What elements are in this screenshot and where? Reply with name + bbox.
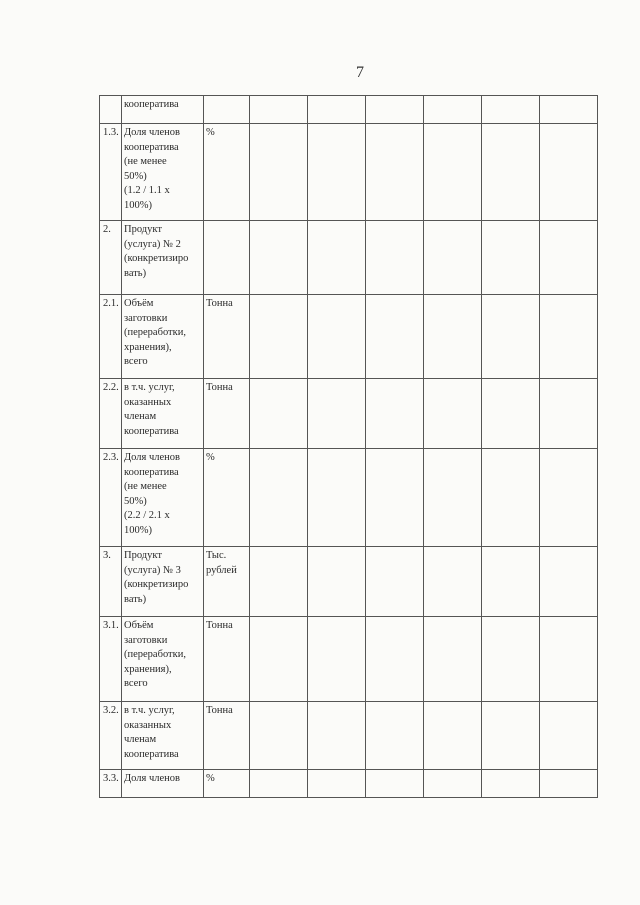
value-cell [482,617,540,702]
value-cell [482,702,540,770]
row-number-cell: 2.1. [100,295,122,379]
value-cell [250,770,308,798]
value-cell [482,547,540,617]
table-row [100,96,598,124]
indicator-name-cell: Продукт (услуга) № 2 (конкретизиро вать) [122,221,204,295]
value-cell [250,295,308,379]
unit-cell: Тыс. рублей [204,547,250,617]
value-cell [482,379,540,449]
indicator-name-cell: кооператива [122,96,204,124]
table-row [100,124,598,221]
value-cell [366,770,424,798]
row-number-cell: 3.1. [100,617,122,702]
unit-cell: Тонна [204,295,250,379]
row-number-cell: 3. [100,547,122,617]
unit-cell [204,221,250,295]
value-cell [308,295,366,379]
table-row [100,702,598,770]
value-cell [250,124,308,221]
value-cell [540,124,598,221]
value-cell [424,702,482,770]
table-row [100,617,598,702]
table-row [100,449,598,547]
value-cell [424,96,482,124]
value-cell [482,770,540,798]
value-cell [540,702,598,770]
value-cell [424,124,482,221]
table-row [100,221,598,295]
unit-cell: Тонна [204,617,250,702]
value-cell [308,449,366,547]
indicator-name-cell: Объём заготовки (переработки, хранения), всего [122,617,204,702]
value-cell [366,449,424,547]
value-cell [308,547,366,617]
value-cell [366,617,424,702]
value-cell [540,295,598,379]
table-row [100,547,598,617]
value-cell [424,221,482,295]
value-cell [308,702,366,770]
value-cell [424,449,482,547]
page-number: 7 [356,64,364,81]
indicator-name-cell: Доля членов кооператива (не менее 50%) (1.2 / 1.1 х 100%) [122,124,204,221]
table-row [100,295,598,379]
value-cell [250,379,308,449]
value-cell [366,547,424,617]
value-cell [250,702,308,770]
value-cell [540,96,598,124]
value-cell [308,124,366,221]
unit-cell: Тонна [204,702,250,770]
value-cell [482,124,540,221]
row-number-cell [100,96,122,124]
indicator-name-cell: Доля членов [122,770,204,798]
value-cell [366,124,424,221]
value-cell [366,379,424,449]
row-number-cell: 3.3. [100,770,122,798]
unit-cell: % [204,770,250,798]
value-cell [308,379,366,449]
value-cell [366,96,424,124]
unit-cell [204,96,250,124]
value-cell [366,702,424,770]
indicator-name-cell: Продукт (услуга) № 3 (конкретизиро вать) [122,547,204,617]
value-cell [308,96,366,124]
value-cell [366,221,424,295]
value-cell [424,379,482,449]
value-cell [540,379,598,449]
row-number-cell: 3.2. [100,702,122,770]
value-cell [540,547,598,617]
indicator-name-cell: в т.ч. услуг, оказанных членам кооператива [122,379,204,449]
value-cell [308,770,366,798]
value-cell [250,617,308,702]
value-cell [482,96,540,124]
unit-cell: % [204,449,250,547]
value-cell [250,449,308,547]
value-cell [250,221,308,295]
value-cell [424,547,482,617]
table-row [100,379,598,449]
value-cell [250,96,308,124]
row-number-cell: 1.3. [100,124,122,221]
row-number-cell: 2. [100,221,122,295]
value-cell [308,221,366,295]
value-cell [308,617,366,702]
value-cell [540,617,598,702]
row-number-cell: 2.2. [100,379,122,449]
value-cell [540,449,598,547]
indicator-name-cell: Доля членов кооператива (не менее 50%) (2.2 / 2.1 х 100%) [122,449,204,547]
value-cell [540,770,598,798]
indicator-name-cell: Объём заготовки (переработки, хранения), всего [122,295,204,379]
table-row [100,770,598,798]
value-cell [424,617,482,702]
value-cell [424,295,482,379]
value-cell [482,295,540,379]
indicators-table [99,95,598,798]
value-cell [424,770,482,798]
value-cell [482,221,540,295]
row-number-cell: 2.3. [100,449,122,547]
unit-cell: % [204,124,250,221]
value-cell [540,221,598,295]
value-cell [482,449,540,547]
value-cell [366,295,424,379]
indicator-name-cell: в т.ч. услуг, оказанных членам кооператива [122,702,204,770]
value-cell [250,547,308,617]
unit-cell: Тонна [204,379,250,449]
